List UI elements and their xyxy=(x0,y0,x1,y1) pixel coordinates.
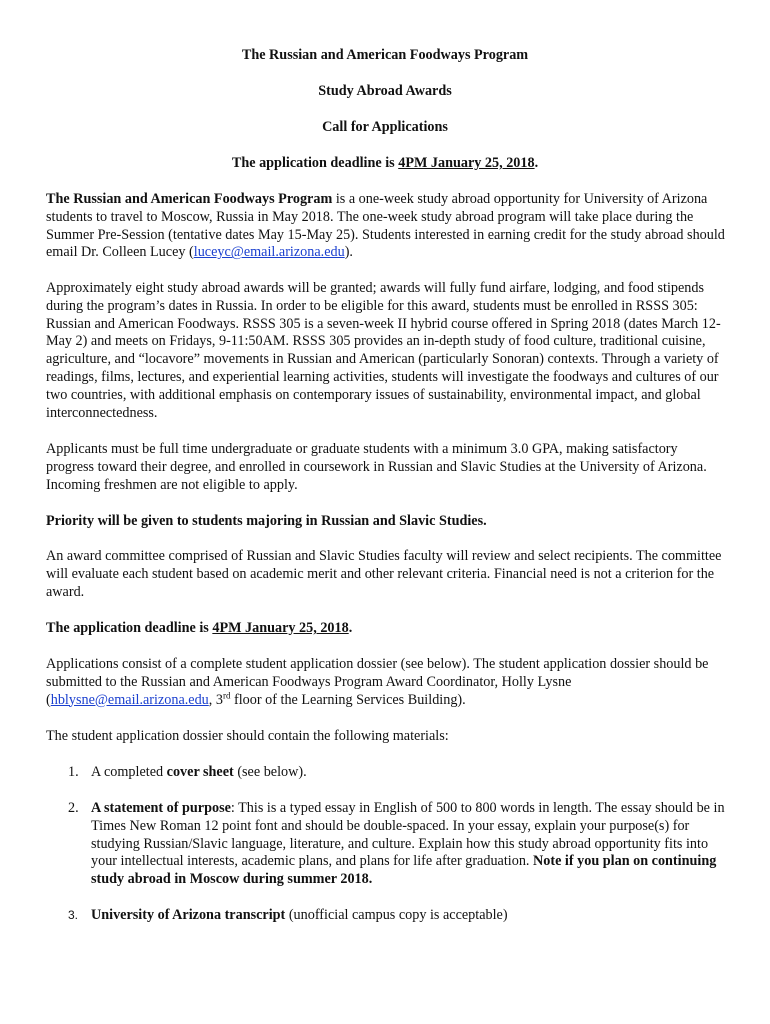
deadline2-date: 4PM January 25, 2018 xyxy=(212,620,349,636)
intro-text: is a one-week study abroad opportunity for University of Arizona students to travel to Moscow, Russia in May 2018. The one-week study abroad program will take place during the Summer Pre-Session (tentative dates May 15-May 25). Students interested in earning credit for the study abroad should email Dr. Colleen Lucey ( xyxy=(46,191,725,261)
list-item-bold: University of Arizona transcript xyxy=(91,907,286,923)
ordinal-suffix: rd xyxy=(222,689,231,700)
list-item-text: A completed xyxy=(91,764,167,780)
call-heading: Call for Applications xyxy=(322,119,448,135)
submission-text: Applications consist of a complete student application dossier (see below). The student application dossier should be submitted to the Russian and American Foodways Program Award Coordinator, Holly Lysne ( xyxy=(46,656,709,708)
lucey-email-link[interactable]: luceyc@email.arizona.edu xyxy=(193,244,345,261)
list-item-bold: A statement of purpose xyxy=(91,800,231,816)
program-title: The Russian and American Foodways Program xyxy=(241,47,529,63)
list-number: 2. xyxy=(68,800,79,816)
submission-after-email: , 3 xyxy=(208,691,223,708)
intro-tail: ). xyxy=(344,244,353,261)
list-item-text: (see below). xyxy=(233,764,307,780)
awards-subtitle: Study Abroad Awards xyxy=(318,83,452,99)
intro-bold-lead: The Russian and American Foodways Program xyxy=(46,191,333,207)
deadline2-prefix: The application deadline is xyxy=(46,620,213,636)
deadline-prefix: The application deadline is xyxy=(231,155,399,171)
awards-paragraph: Approximately eight study abroad awards will be granted; awards will fully fund airfare, lodging, and food stipends during the program’s dates in Russia. In order to be eligible for this award, students must be enrolled in RSSS 305: Russian and American Foodways. RSSS 305 is a seven-week II hybrid course offered in Spring 2018 (dates March 12-May 2) and meets on Fridays, 9-11:50AM. RSSS 305 provides an in-depth study of food culture, traditional cuisine, agriculture, and “locavore” movements in Russian and American (particularly Sonoran) contexts. Through a variety of readings, films, lectures, and experiential learning activities, students will investigate the foodways and cultures of our two countries, with additional emphasis on contemporary issues of sustainability, environmental impact, and global interconnectedness. xyxy=(46,280,721,421)
list-item-body xyxy=(91,764,727,782)
list-item-bold-note: Note if you plan on continuing study abroad in Moscow during summer 2018. xyxy=(91,853,717,888)
list-number: 1. xyxy=(68,764,79,780)
list-item-bold: cover sheet xyxy=(166,764,234,780)
list-item-body xyxy=(91,907,727,925)
deadline2-suffix: . xyxy=(348,620,353,636)
deadline-paragraph xyxy=(46,620,728,638)
list-item-body xyxy=(91,800,727,889)
dossier-intro: The student application dossier should contain the following materials: xyxy=(46,728,449,744)
deadline-suffix: . xyxy=(534,155,539,171)
priority-paragraph xyxy=(46,513,728,531)
deadline-heading xyxy=(0,155,770,173)
submission-tail: floor of the Learning Services Building). xyxy=(230,691,466,708)
list-item-text: (unofficial campus copy is acceptable) xyxy=(285,907,508,923)
submission-paragraph xyxy=(46,656,728,709)
deadline-date: 4PM January 25, 2018 xyxy=(398,155,535,171)
intro-paragraph xyxy=(46,191,728,262)
list-number: 3. xyxy=(68,908,79,922)
lysne-email-link[interactable]: hblysne@email.arizona.edu xyxy=(50,691,209,708)
list-item-text: : This is a typed essay in English of 500 to 800 words in length. The essay should be in Times New Roman 12 point font and should be double-spaced. In your essay, explain your purpose(s) for studying Russian/Slavic language, literature, and culture. Explain how this study abroad opportunity fits into your intellectual interests, academic plans, and plans for life after graduation. xyxy=(91,800,725,870)
priority-text: Priority will be given to students majoring in Russian and Slavic Studies. xyxy=(46,513,487,529)
committee-paragraph: An award committee comprised of Russian and Slavic Studies faculty will review and select recipients. The committee will evaluate each student based on academic merit and other relevant criteria. Financial need is not a criterion for the award. xyxy=(46,548,722,600)
eligibility-paragraph: Applicants must be full time undergraduate or graduate students with a minimum 3.0 GPA, making satisfactory progress toward their degree, and enrolled in coursework in Russian and Slavic Studies at the University of Arizona. Incoming freshmen are not eligible to apply. xyxy=(46,441,707,493)
